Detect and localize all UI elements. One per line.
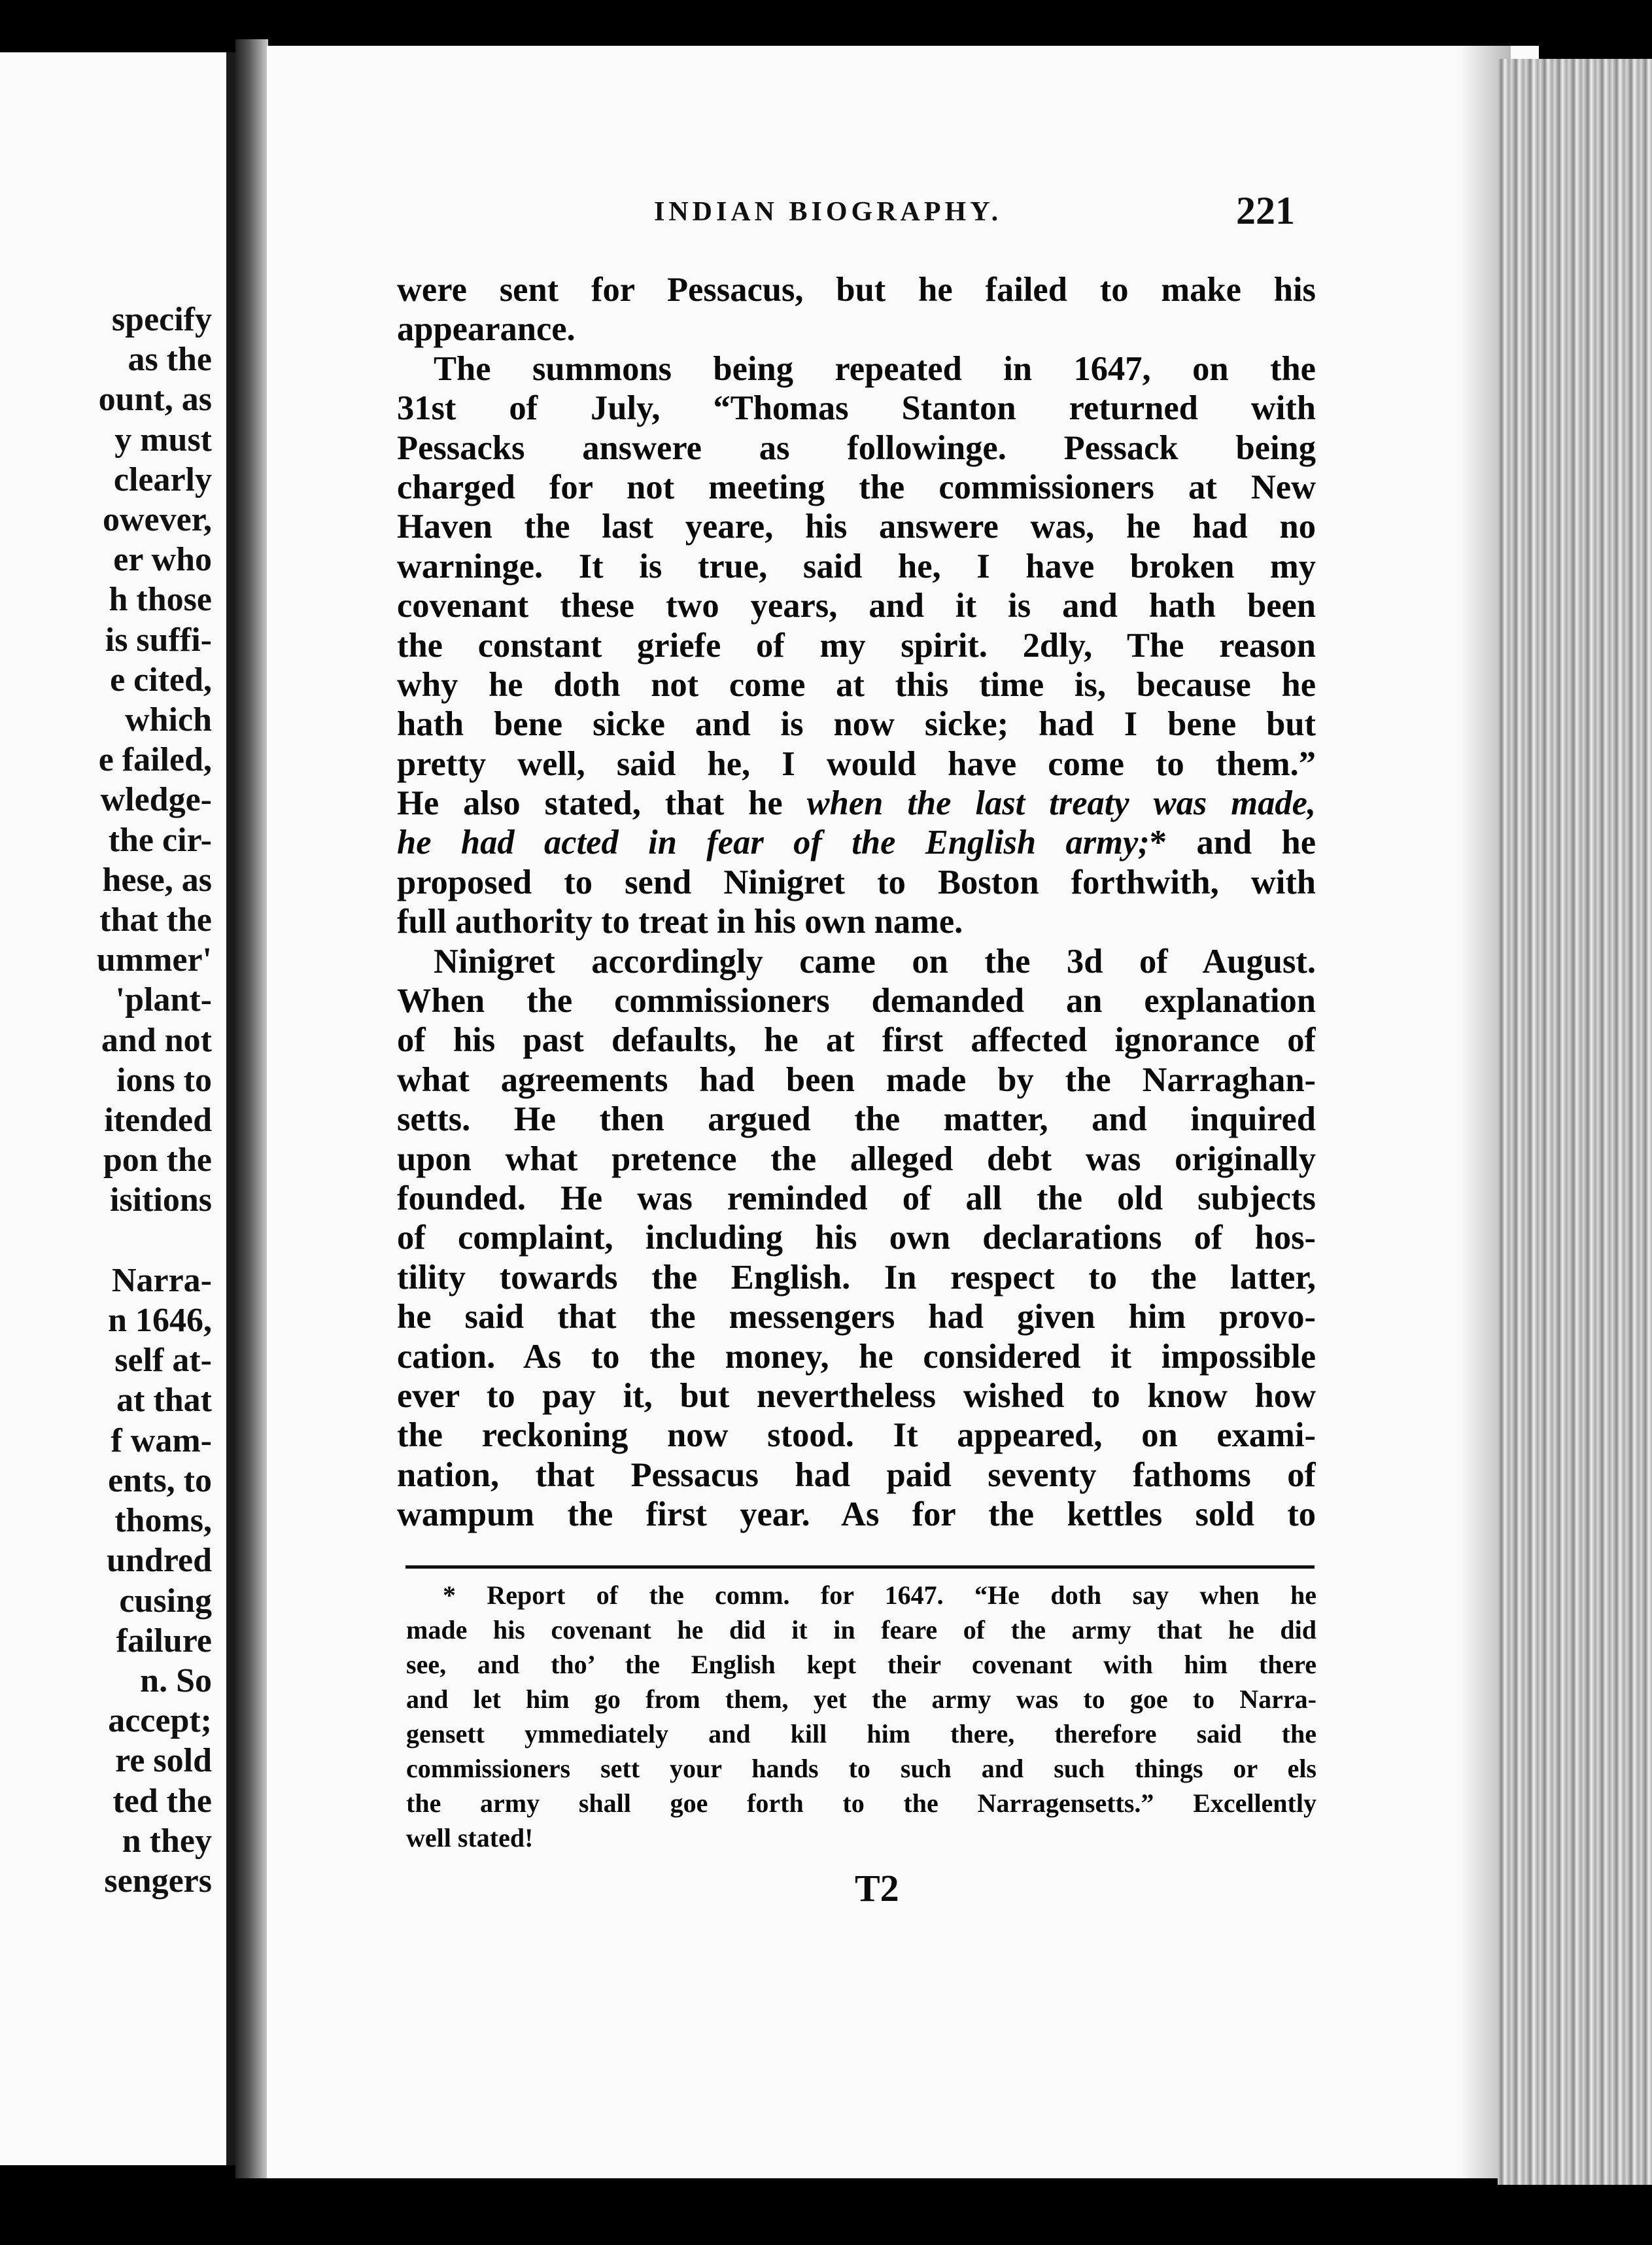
running-head: INDIAN BIOGRAPHY. [654, 197, 1003, 227]
body-line: what agreements had been made by the Narraghan- [397, 1060, 1316, 1099]
body-line: covenant these two years, and it is and hath been [397, 587, 1316, 625]
body-line: nation, that Pessacus had paid seventy fathoms of [397, 1455, 1316, 1494]
italic-phrase: he had acted in fear of the English army; [397, 824, 1150, 862]
footnote-line: commissioners sett your hands to such and such things or els [406, 1754, 1316, 1783]
footnote-line: and let him go from them, yet the army was to goe to Narra- [406, 1684, 1316, 1714]
facing-page-line: ions to [116, 1061, 212, 1099]
facing-page-line: e failed, [98, 741, 212, 779]
facing-page-line: y must [114, 421, 212, 459]
footnote-line: see, and tho’ the English kept their covenant with him there [406, 1650, 1316, 1679]
facing-page-line: ummer' [96, 941, 212, 979]
footnote-line: the army shall goe forth to the Narragensetts.” Excellently [406, 1788, 1316, 1818]
body-line: appearance. [397, 310, 576, 349]
body-line: Ninigret accordingly came on the 3d of August. [434, 942, 1316, 981]
facing-page-line: undred [107, 1542, 212, 1580]
footnote [406, 1578, 1316, 1855]
body-line: ever to pay it, but nevertheless wished to know how [397, 1376, 1316, 1415]
body-text [397, 270, 1316, 1535]
body-line: tility towards the English. In respect to the latter, [397, 1258, 1316, 1297]
facing-page-line: clearly [113, 461, 212, 498]
body-line: full authority to treat in his own name. [397, 903, 963, 941]
body-line: were sent for Pessacus, but he failed to make his [397, 271, 1316, 309]
footnote-line: made his covenant he did it in feare of the army that he did [406, 1615, 1316, 1645]
facing-page-line: n. So [140, 1662, 212, 1699]
facing-page-line: pon the [103, 1141, 212, 1179]
body-line-mixed [397, 784, 1316, 823]
facing-page-line: 'plant- [115, 981, 212, 1019]
footnote-line: well stated! [406, 1823, 534, 1853]
footnote-line: * Report of the comm. for 1647. “He doth say when he [443, 1580, 1316, 1610]
facing-page-line: is suffi- [105, 621, 212, 659]
facing-page-text [0, 300, 212, 1901]
body-line: setts. He then argued the matter, and inquired [397, 1100, 1316, 1139]
facing-page-line: er who [113, 541, 212, 579]
facing-page-line: n 1646, [108, 1302, 212, 1340]
facing-page-line: cusing [119, 1582, 212, 1620]
page-block-edge [1498, 59, 1652, 2185]
body-line: the constant griefe of my spirit. 2dly, The reason [397, 626, 1316, 665]
facing-page-line: n they [122, 1822, 212, 1860]
body-line: warninge. It is true, said he, I have broken my [397, 547, 1316, 585]
body-line: cation. As to the money, he considered it impossible [397, 1337, 1316, 1376]
body-line: of his past defaults, he at first affected ignorance of [397, 1021, 1316, 1060]
body-line: When the commissioners demanded an explanation [397, 982, 1316, 1020]
facing-page-line: and not [101, 1021, 212, 1059]
body-line: proposed to send Ninigret to Boston forthwith, with [397, 863, 1316, 901]
facing-page-line: ted the [112, 1782, 212, 1820]
facing-page-line: self at- [114, 1342, 212, 1380]
facing-page-line: e cited, [110, 661, 212, 699]
facing-page-line: as the [128, 341, 212, 379]
body-line-mixed [397, 823, 1316, 862]
body-line: pretty well, said he, I would have come to them.” [397, 744, 1316, 783]
body-line: hath bene sicke and is now sicke; had I bene but [397, 705, 1316, 744]
facing-page-line: h those [109, 581, 212, 619]
facing-page-line: isitions [109, 1181, 212, 1219]
facing-page-line: sengers [104, 1862, 212, 1900]
body-line: Pessacks answere as followinge. Pessack being [397, 428, 1316, 467]
facing-page-line: which [125, 701, 212, 739]
body-line: charged for not meeting the commissioners at New [397, 468, 1316, 506]
facing-page-fragment [0, 52, 235, 2165]
book-gutter [235, 39, 268, 2178]
facing-page-line: Narra- [111, 1261, 212, 1299]
body-line: founded. He was reminded of all the old subjects [397, 1179, 1316, 1217]
facing-page-line: owever, [102, 501, 212, 539]
facing-page-line: ents, to [108, 1461, 212, 1499]
footnote-line: gensett ymmediately and kill him there, therefore said the [406, 1719, 1316, 1749]
body-line: of complaint, including his own declarations of hos- [397, 1219, 1316, 1257]
footnote-rule [405, 1565, 1315, 1569]
body-line: Haven the last yeare, his answere was, he had no [397, 508, 1316, 546]
facing-page-line: thoms, [114, 1502, 212, 1540]
facing-page-line: f wam- [111, 1421, 212, 1459]
body-line: 31st of July, “Thomas Stanton returned with [397, 389, 1316, 428]
facing-page-line: specify [111, 301, 212, 338]
facing-page-line: ount, as [98, 381, 212, 419]
body-line-part: * and he [1149, 824, 1316, 862]
body-line-part: He also stated, that he [397, 784, 783, 823]
body-line: why he doth not come at this time is, because he [397, 665, 1316, 704]
page-number: 221 [1236, 189, 1295, 232]
facing-page-line: at that [116, 1382, 212, 1419]
body-line: The summons being repeated in 1647, on the [434, 349, 1316, 388]
body-line: upon what pretence the alleged debt was originally [397, 1140, 1316, 1178]
facing-page-line: accept; [108, 1702, 212, 1740]
facing-page-line: the cir- [108, 821, 212, 859]
facing-page-line: hese, as [102, 861, 212, 899]
facing-page-line: that the [99, 901, 212, 939]
facing-page-line [0, 1221, 212, 1261]
body-line: he said that the messengers had given him provo- [397, 1298, 1316, 1336]
facing-page-line: re sold [115, 1742, 212, 1780]
italic-phrase: when the last treaty was made, [806, 784, 1316, 823]
facing-page-line: itended [104, 1102, 212, 1140]
signature-mark: T2 [855, 1867, 899, 1909]
body-line: the reckoning now stood. It appeared, on exami- [397, 1416, 1316, 1455]
facing-page-line: failure [116, 1622, 212, 1660]
body-line: wampum the first year. As for the kettles sold to [397, 1495, 1316, 1534]
facing-page-line: wledge- [100, 781, 212, 819]
